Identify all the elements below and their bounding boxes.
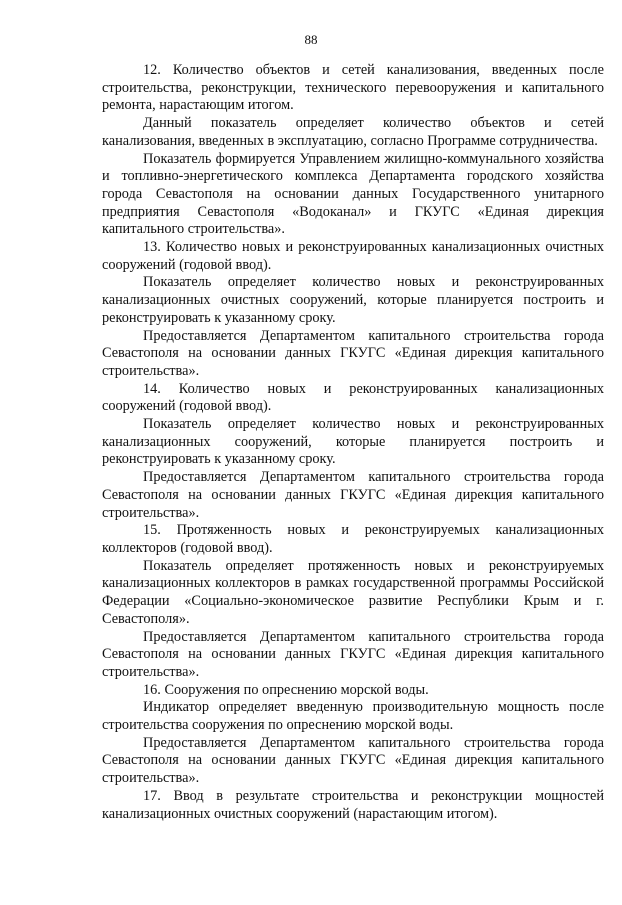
paragraph-item-12-source: Показатель формируется Управлением жилищно-коммунального хозяйства и топливно-энергетического комплекса Департамента городского хозяйства города Севастополя на основании данных Государственного унитарного предприятия Севастополя «Водоканал» и ГКУГС «Единая дирекция капитального строительства». <box>102 150 604 238</box>
paragraph-item-15-title: 15. Протяженность новых и реконструируемых канализационных коллекторов (годовой ввод). <box>102 522 604 556</box>
page-number: 88 <box>304 32 318 47</box>
paragraph-item-14-description: Показатель определяет количество новых и реконструированных канализационных сооружений, которые планируется построить и реконструировать к указанному сроку. <box>102 416 604 468</box>
paragraph-item-15-description: Показатель определяет протяженность новых и реконструируемых канализационных коллекторов в рамках государственной программы Российской Федерации «Социально-экономическое развитие Республики Крым и г. Севастополя». <box>102 557 604 627</box>
document-body <box>102 62 604 823</box>
paragraph-item-16-description: Индикатор определяет введенную производительную мощность после строительства сооружения по опреснению морской воды. <box>102 699 604 734</box>
paragraph-item-16-source: Предоставляется Департаментом капитального строительства города Севастополя на основании данных ГКУГС «Единая дирекция капитального строительства». <box>102 734 604 787</box>
paragraph-item-13-title: 13. Количество новых и реконструированных канализационных очистных сооружений (годовой ввод). <box>102 239 604 273</box>
paragraph-item-16-title: 16. Сооружения по опреснению морской воды. <box>143 681 429 698</box>
paragraph-item-14-title: 14. Количество новых и реконструированных канализационных сооружений (годовой ввод). <box>102 380 604 415</box>
paragraph-item-14-source: Предоставляется Департаментом капитального строительства города Севастополя на основании данных ГКУГС «Единая дирекция капитального строительства». <box>102 469 604 521</box>
paragraph-item-17-title: 17. Ввод в результате строительства и реконструкции мощностей канализационных очистных сооружений (нарастающим итогом). <box>102 787 604 822</box>
paragraph-item-13-source: Предоставляется Департаментом капитального строительства города Севастополя на основании данных ГКУГС «Единая дирекция капитального строительства». <box>102 327 604 379</box>
paragraph-item-12-title: 12. Количество объектов и сетей канализования, введенных после строительства, реконструкции, технического перевооружения и капитального ремонта, нарастающим итогом. <box>102 62 604 114</box>
paragraph-item-12-description: Данный показатель определяет количество объектов и сетей канализования, введенных в эксплуатацию, согласно Программе сотрудничества. <box>102 115 604 149</box>
paragraph-item-15-source: Предоставляется Департаментом капитального строительства города Севастополя на основании данных ГКУГС «Единая дирекция капитального строительства». <box>102 628 604 680</box>
paragraph-item-13-description: Показатель определяет количество новых и реконструированных канализационных очистных сооружений, которые планируется построить и реконструировать к указанному сроку. <box>102 274 604 326</box>
